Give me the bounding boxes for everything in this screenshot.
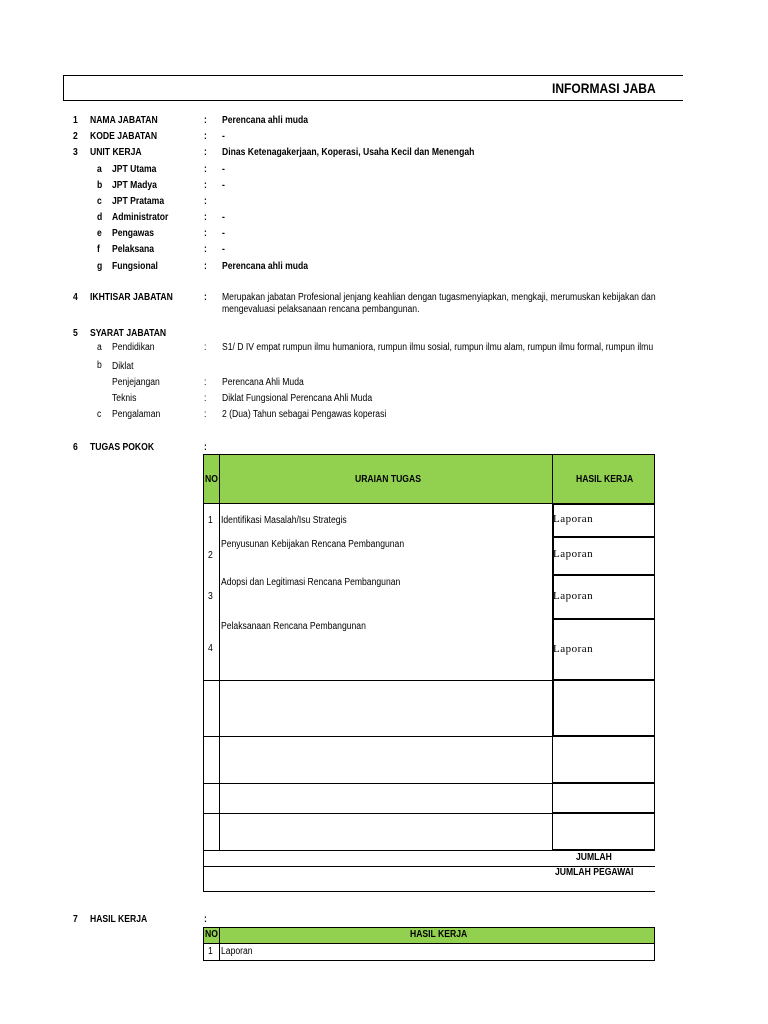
pengalaman-colon: :: [204, 409, 207, 420]
unit-sub-colon: :: [204, 212, 207, 223]
tugas-row-no: 1: [208, 515, 213, 526]
penjenjangan-value: Perencana Ahli Muda: [222, 377, 304, 388]
unit-sub-letter: f: [97, 244, 100, 255]
field-3-label: UNIT KERJA: [90, 147, 142, 158]
row-line: [203, 783, 553, 784]
field-3-num: 3: [73, 147, 78, 158]
tugas-num: 6: [73, 442, 78, 453]
col-divider: [219, 454, 220, 504]
row-line: [203, 850, 655, 851]
unit-sub-value: -: [222, 180, 225, 191]
unit-sub-value: -: [222, 244, 225, 255]
tugas-colon: :: [204, 442, 207, 453]
pengalaman-value: 2 (Dua) Tahun sebagai Pengawas koperasi: [222, 409, 387, 420]
tugas-label: TUGAS POKOK: [90, 442, 155, 453]
diklat-label: Diklat: [112, 361, 134, 372]
field-1-label: NAMA JABATAN: [90, 115, 158, 126]
tugas-row-uraian: Identifikasi Masalah/Isu Strategis: [221, 515, 347, 526]
tugas-row-hasil: Laporan: [553, 643, 594, 655]
tugas-row-no: 2: [208, 550, 213, 561]
hasil-header-hasil: HASIL KERJA: [410, 929, 468, 940]
field-2-colon: :: [204, 131, 207, 142]
unit-sub-letter: g: [97, 261, 103, 272]
tugas-row-uraian: Pelaksanaan Rencana Pembangunan: [221, 621, 366, 632]
unit-sub-label: Fungsional: [112, 261, 158, 272]
unit-sub-label: JPT Madya: [112, 180, 157, 191]
field-1-value: Perencana ahli muda: [222, 115, 309, 126]
hasil-cell: [552, 736, 655, 783]
field-1-colon: :: [204, 115, 207, 126]
syarat-num: 5: [73, 328, 78, 339]
unit-sub-colon: :: [204, 196, 207, 207]
field-2-num: 2: [73, 131, 78, 142]
teknis-value: Diklat Fungsional Perencana Ahli Muda: [222, 393, 373, 404]
pendidikan-colon: :: [204, 342, 207, 353]
ikhtisar-num: 4: [73, 292, 78, 303]
unit-sub-colon: :: [204, 228, 207, 239]
tugas-row-no: 4: [208, 643, 213, 654]
tugas-row-hasil: Laporan: [553, 548, 594, 560]
tugas-row-uraian: Adopsi dan Legitimasi Rencana Pembangunan: [221, 577, 401, 588]
hasil-body-row: [203, 944, 655, 961]
pengalaman-letter: c: [97, 409, 102, 420]
unit-sub-colon: :: [204, 164, 207, 175]
tugas-row-uraian: Penyusunan Kebijakan Rencana Pembangunan: [221, 539, 405, 550]
unit-sub-colon: :: [204, 261, 207, 272]
unit-sub-value: -: [222, 164, 225, 175]
teknis-label: Teknis: [112, 393, 137, 404]
unit-sub-letter: a: [97, 164, 102, 175]
penjenjangan-label: Penjejangan: [112, 377, 160, 388]
hasil-kerja-label: HASIL KERJA: [90, 914, 148, 925]
unit-sub-label: Pengawas: [112, 228, 155, 239]
hasil-cell: [552, 680, 655, 736]
hasil-kerja-num: 7: [73, 914, 78, 925]
row-line: [203, 736, 553, 737]
col-divider: [219, 504, 220, 850]
unit-sub-value: Perencana ahli muda: [222, 261, 309, 272]
col-divider: [552, 454, 553, 504]
field-2-label: KODE JABATAN: [90, 131, 158, 142]
hasil-header-no: NO: [205, 929, 218, 940]
teknis-colon: :: [204, 393, 207, 404]
unit-sub-label: JPT Pratama: [112, 196, 165, 207]
tugas-header-hasil: HASIL KERJA: [576, 474, 634, 485]
ikhtisar-colon: :: [204, 292, 207, 303]
row-line: [203, 680, 553, 681]
penjenjangan-colon: :: [204, 377, 207, 388]
hasil-cell: [552, 783, 655, 813]
jumlah-pegawai-label: JUMLAH PEGAWAI: [555, 867, 634, 878]
unit-sub-letter: b: [97, 180, 103, 191]
jumlah-label: JUMLAH: [576, 852, 612, 863]
tugas-header-uraian: URAIAN TUGAS: [355, 474, 421, 485]
diklat-letter: b: [97, 360, 102, 371]
row-line: [203, 813, 553, 814]
unit-sub-value: -: [222, 212, 225, 223]
hasil-row-value: Laporan: [221, 946, 253, 957]
unit-sub-label: Pelaksana: [112, 244, 155, 255]
hasil-kerja-colon: :: [204, 914, 207, 925]
ikhtisar-label: IKHTISAR JABATAN: [90, 292, 173, 303]
field-2-value: -: [222, 131, 225, 142]
ikhtisar-line-2: mengevaluasi pelaksanaan rencana pembangunan.: [222, 304, 420, 315]
unit-sub-label: JPT Utama: [112, 164, 157, 175]
tugas-row-hasil: Laporan: [553, 590, 594, 602]
table-left-border: [203, 504, 204, 892]
row-line: [203, 891, 655, 892]
field-3-value: Dinas Ketenagakerjaan, Koperasi, Usaha Kecil dan Menengah: [222, 147, 475, 158]
pendidikan-letter: a: [97, 342, 102, 353]
page-title: INFORMASI JABA: [552, 80, 656, 96]
syarat-label: SYARAT JABATAN: [90, 328, 167, 339]
unit-sub-letter: c: [97, 196, 102, 207]
unit-sub-letter: d: [97, 212, 103, 223]
unit-sub-colon: :: [204, 180, 207, 191]
unit-sub-letter: e: [97, 228, 102, 239]
tugas-row-hasil: Laporan: [553, 513, 594, 525]
hasil-row-no: 1: [208, 946, 213, 957]
tugas-row-no: 3: [208, 591, 213, 602]
hasil-cell: [552, 813, 655, 850]
ikhtisar-line-1: Merupakan jabatan Profesional jenjang keahlian dengan tugasmenyiapkan, mengkaji, merumuskan kebijakan dan: [222, 292, 656, 303]
unit-sub-colon: :: [204, 244, 207, 255]
unit-sub-value: -: [222, 228, 225, 239]
field-1-num: 1: [73, 115, 78, 126]
pendidikan-value: S1/ D IV empat rumpun ilmu humaniora, rumpun ilmu sosial, rumpun ilmu alam, rumpun ilmu formal, rumpun ilmu: [222, 342, 654, 353]
tugas-header-no: NO: [205, 474, 218, 485]
unit-sub-label: Administrator: [112, 212, 169, 223]
pendidikan-label: Pendidikan: [112, 342, 155, 353]
pengalaman-label: Pengalaman: [112, 409, 161, 420]
field-3-colon: :: [204, 147, 207, 158]
